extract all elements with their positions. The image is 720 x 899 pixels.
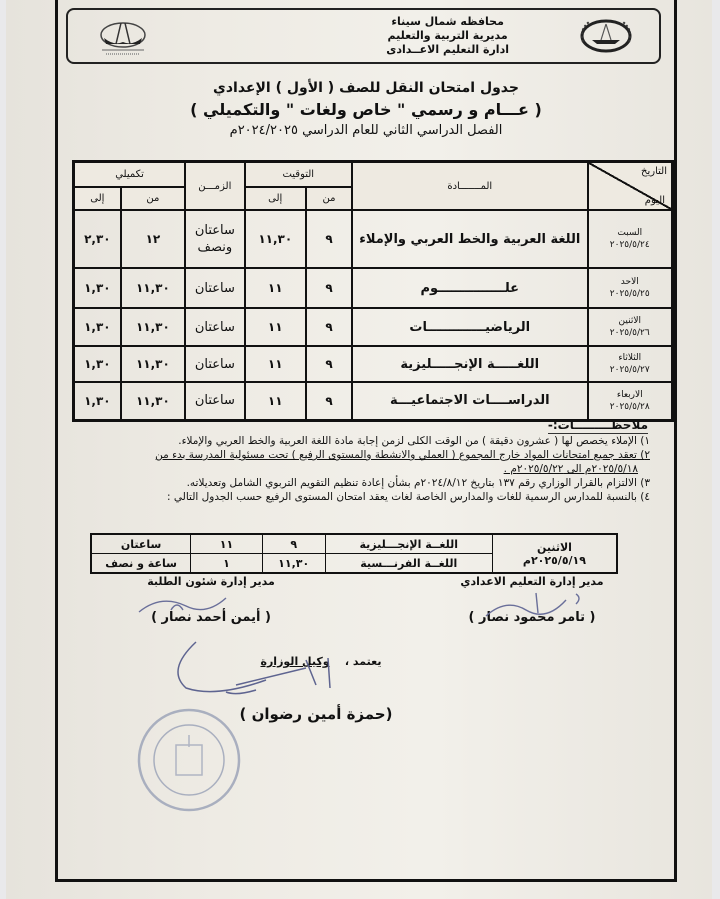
row-duration: ساعتان — [185, 346, 244, 382]
advanced-day: الاثنين — [536, 540, 572, 554]
advanced-duration: ساعتان — [91, 534, 191, 554]
row-day: الاربعاء — [616, 389, 643, 400]
row-from: ٩ — [306, 268, 352, 308]
document-title — [76, 72, 656, 160]
note-item: ٣) الالتزام بالقرار الوزاري رقم ١٣٧ بتاريخ ٢٠٢٤/٨/١٢م بشأن إعادة تنظيم التقويم التربوي الشامل وتعديلاته. — [186, 477, 650, 489]
row-supp-from: ١١,٣٠ — [121, 346, 186, 382]
date-day-header — [589, 163, 671, 209]
table-row — [91, 534, 617, 554]
header-supp-to: إلى — [74, 187, 121, 210]
org-line-directorate: مديرية التربية والتعليم — [387, 29, 508, 42]
organization-name — [386, 15, 509, 57]
row-duration: ساعتان — [185, 268, 244, 308]
header-supplementary: تكميلي — [74, 162, 186, 187]
row-day: الاثنين — [618, 316, 641, 326]
handwritten-signature-icon — [156, 640, 356, 700]
ministry-emblem-icon — [94, 18, 152, 60]
handwritten-signature-icon — [131, 590, 241, 620]
advanced-level-table — [90, 533, 618, 574]
row-subject: الرياضيـــــــــــــات — [352, 308, 588, 346]
header-subject: المـــــــادة — [352, 162, 588, 211]
row-date: ٢٠٢٥/٥/٢٥ — [609, 289, 650, 299]
row-to: ١١ — [245, 382, 306, 420]
row-to: ١١ — [245, 346, 306, 382]
approval-name: (حمزة أمين رضوان ) — [239, 705, 393, 723]
header-timing-from: من — [306, 187, 352, 210]
row-to: ١١,٣٠ — [245, 210, 306, 268]
advanced-from: ٩ — [262, 534, 325, 554]
row-to: ١١ — [245, 308, 306, 346]
row-duration: ساعتان — [185, 382, 244, 420]
note-item: ٤) بالنسبة للمدارس الرسمية للغات والمدارس الخاصة لغات يعقد امتحان المستوى الرفيع حسب الجدول التالي : — [167, 491, 650, 503]
row-supp-from: ١١,٣٠ — [121, 308, 186, 346]
row-day: الاحد — [620, 277, 639, 287]
approval-prefix: يعتمد ، — [344, 655, 382, 668]
row-date: ٢٠٢٥/٥/٢٤ — [609, 240, 650, 250]
row-subject: اللغة العربية والخط العربي والإملاء — [352, 210, 588, 268]
advanced-duration: ساعة و نصف — [91, 554, 191, 574]
row-supp-to: ١,٣٠ — [74, 346, 121, 382]
row-supp-to: ١,٣٠ — [74, 268, 121, 308]
advanced-to: ١١ — [191, 534, 263, 554]
row-to: ١١ — [245, 268, 306, 308]
row-supp-to: ١,٣٠ — [74, 308, 121, 346]
notes-heading: ملاحظـــــــــات:- — [547, 418, 648, 432]
document-page — [6, 0, 712, 899]
note-item: ١) الإملاء يخصص لها ( عشرون دقيقة ) من الوقت الكلى لزمن إجابة مادة اللغة العربية والخط العربي والإملاء. — [178, 435, 650, 447]
advanced-date-cell — [492, 534, 617, 573]
header-date: التاريخ — [641, 166, 667, 177]
official-stamp-icon — [134, 705, 244, 815]
row-supp-to: ١,٣٠ — [74, 382, 121, 420]
row-supp-from: ١٢ — [121, 210, 186, 268]
signature-title: مدير إدارة التعليم الاعدادي — [460, 575, 604, 588]
table-row — [74, 346, 673, 382]
signature-title: مدير إدارة شئون الطلبة — [147, 575, 275, 588]
advanced-subject: اللغــة الفرنـــسية — [325, 554, 492, 574]
row-subject: اللغـــــة الإنجـــــليزية — [352, 346, 588, 382]
header-day: اليوم — [644, 195, 665, 206]
letterhead — [66, 8, 661, 64]
org-line-governorate: محافظه شمال سيناء — [391, 15, 504, 28]
table-row — [74, 210, 673, 268]
header-supp-from: من — [121, 187, 186, 210]
row-from: ٩ — [306, 382, 352, 420]
signature-name: ( تامر محمود نصار ) — [468, 610, 596, 625]
row-supp-to: ٢,٣٠ — [74, 210, 121, 268]
row-date: ٢٠٢٥/٥/٢٨ — [609, 401, 650, 412]
header-timing: التوقيت — [245, 162, 352, 187]
org-line-administration: ادارة التعليم الاعــدادى — [386, 43, 509, 56]
row-subject: الدراســــات الاجتماعيـــة — [352, 382, 588, 420]
row-from: ٩ — [306, 346, 352, 382]
row-supp-from: ١١,٣٠ — [121, 382, 186, 420]
title-exam-schedule: جدول امتحان النقل للصف ( الأول ) الإعدادي — [213, 80, 519, 96]
table-row — [74, 382, 673, 420]
signature-name: ( أيمن أحمد نصار ) — [151, 610, 271, 625]
title-semester: الفصل الدراسي الثاني للعام الدراسي ٢٠٢٤/٢٠٢٥م — [229, 123, 503, 138]
advanced-date: ٢٠٢٥/٥/١٩م — [522, 553, 586, 567]
header-timing-to: إلى — [245, 187, 306, 210]
advanced-to: ١ — [191, 554, 263, 574]
table-row — [74, 268, 673, 308]
note-item: ٢) تعقد جميع امتحانات المواد خارج المجموع ( العملي والانشطة والمستوى الرفيع ) تحت مسئولية المدرسة بدء من — [155, 449, 650, 461]
row-from: ٩ — [306, 210, 352, 268]
row-supp-from: ١١,٣٠ — [121, 268, 186, 308]
handwritten-signature-icon — [476, 588, 596, 623]
row-date: ٢٠٢٥/٥/٢٧ — [609, 365, 650, 375]
approval-title: وكيل الوزارة — [260, 655, 330, 668]
row-day: السبت — [617, 228, 643, 238]
advanced-subject: اللغــة الإنجـــليزية — [325, 534, 492, 554]
note-item-continued: ٢٠٢٥/٥/١٨م الى ٢٠٢٥/٥/٢٢م . — [503, 463, 638, 475]
row-duration: ساعتان ونصف — [185, 210, 244, 268]
notes-section — [56, 418, 656, 504]
row-day: الثلاثاء — [618, 353, 642, 363]
row-from: ٩ — [306, 308, 352, 346]
header-duration: الزمـــن — [185, 162, 244, 211]
directorate-emblem-icon — [575, 16, 637, 56]
row-subject: علـــــــــــــــوم — [352, 268, 588, 308]
table-row — [74, 308, 673, 346]
row-duration: ساعتان — [185, 308, 244, 346]
exam-schedule-table — [72, 160, 674, 422]
title-school-types: ( عـــام و رسمي " خاص ولغات " والتكميلي ) — [190, 100, 542, 119]
advanced-from: ١١,٣٠ — [262, 554, 325, 574]
row-date: ٢٠٢٥/٥/٢٦ — [609, 328, 650, 338]
